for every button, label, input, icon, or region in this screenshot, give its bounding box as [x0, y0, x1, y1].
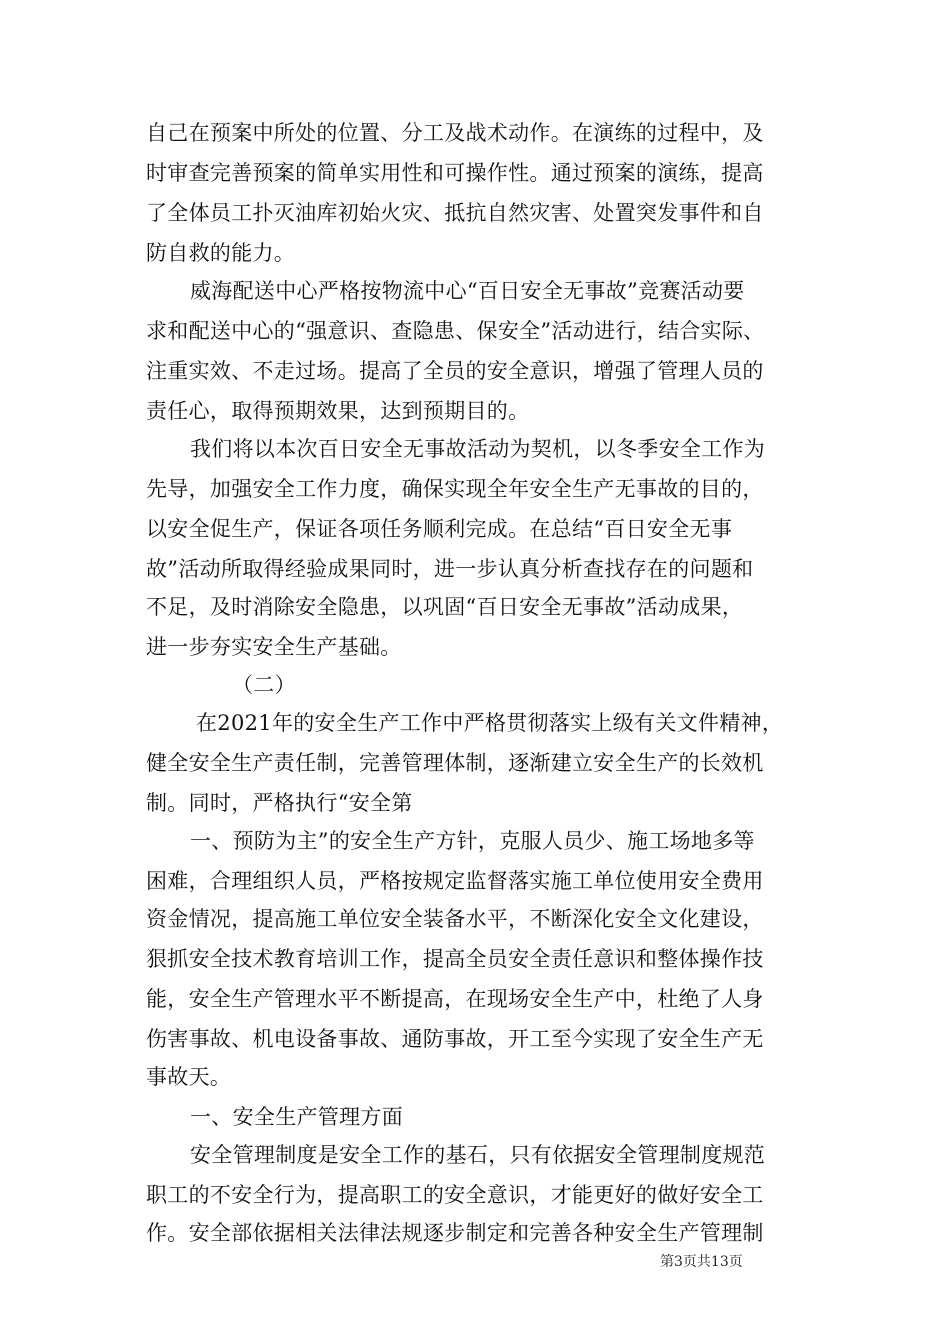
- text-line: 伤害事故、机电设备事故、通防事故，开工至今实现了安全生产无: [146, 1027, 764, 1051]
- text-line: 我们将以本次百日安全无事故活动为契机，以冬季安全工作为: [190, 437, 766, 461]
- text-line: 作。安全部依据相关法律法规逐步制定和完善各种安全生产管理制: [146, 1221, 764, 1245]
- text-line: 注重实效、不走过场。提高了全员的安全意识，增强了管理人员的: [146, 359, 764, 383]
- text-line: 制。同时，严格执行“安全第: [146, 791, 413, 815]
- section-heading: （二）: [232, 673, 296, 697]
- text-line: 求和配送中心的“强意识、查隐患、保安全”活动进行，结合实际、: [146, 319, 765, 343]
- text-line: 在2021年的安全生产工作中严格贯彻落实上级有关文件精神，: [196, 711, 784, 735]
- page-number: 第3页共13页: [660, 1254, 743, 1270]
- text-line: 威海配送中心严格按物流中心“百日安全无事故”竞赛活动要: [190, 279, 745, 303]
- text-line: 责任心，取得预期效果，达到预期目的。: [146, 399, 530, 423]
- text-line: 时审查完善预案的简单实用性和可操作性。通过预案的演练，提高: [146, 161, 764, 185]
- text-line: 先导，加强安全工作力度，确保实现全年安全生产无事故的目的，: [146, 477, 764, 501]
- text-line: 进一步夯实安全生产基础。: [146, 635, 402, 659]
- text-line: 不足，及时消除安全隐患，以巩固“百日安全无事故”活动成果，: [146, 595, 744, 619]
- text-line: 了全体员工扑灭油库初始火灾、抵抗自然灾害、处置突发事件和自: [146, 201, 764, 225]
- text-line: 困难，合理组织人员，严格按规定监督落实施工单位使用安全费用: [146, 869, 764, 893]
- text-line: 防自救的能力。: [146, 241, 296, 265]
- text-line: 能，安全生产管理水平不断提高，在现场安全生产中，杜绝了人身: [146, 987, 764, 1011]
- text-line: 事故天。: [146, 1065, 232, 1089]
- text-line: 安全管理制度是安全工作的基石，只有依据安全管理制度规范: [190, 1143, 766, 1167]
- text-line: 以安全促生产，保证各项任务顺利完成。在总结“百日安全无事: [146, 517, 733, 541]
- text-line: 自己在预案中所处的位置、分工及战术动作。在演练的过程中，及: [146, 121, 764, 145]
- text-line: 故”活动所取得经验成果同时，进一步认真分析查找存在的问题和: [146, 557, 754, 581]
- section-heading: 一、安全生产管理方面: [190, 1105, 403, 1129]
- text-line: 狠抓安全技术教育培训工作，提高全员安全责任意识和整体操作技: [146, 947, 764, 971]
- text-line: 资金情况，提高施工单位安全装备水平，不断深化安全文化建设，: [146, 907, 764, 931]
- text-line: 职工的不安全行为，提高职工的安全意识，才能更好的做好安全工: [146, 1183, 764, 1207]
- text-line: 健全安全生产责任制，完善管理体制，逐渐建立安全生产的长效机: [146, 751, 764, 775]
- text-line: 一、预防为主”的安全生产方针，克服人员少、施工场地多等: [190, 829, 755, 853]
